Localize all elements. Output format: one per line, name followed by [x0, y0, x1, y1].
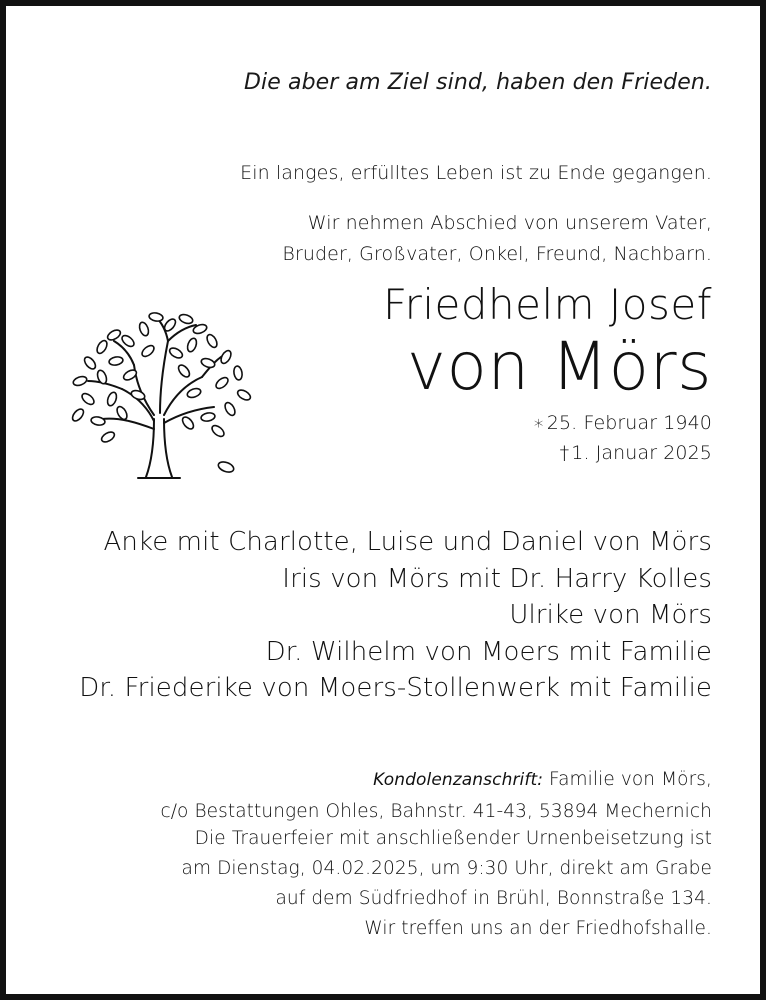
- death-symbol: †: [559, 442, 570, 464]
- leaf-icon: [217, 460, 235, 474]
- condolence-label: Kondolenzanschrift:: [373, 770, 544, 790]
- intro-text: [282, 208, 712, 270]
- mourners-list: [79, 524, 712, 707]
- death-date: 1. Januar 2025: [571, 442, 712, 464]
- intro-line-2: Wir nehmen Abschied von unserem Vater,: [307, 212, 712, 234]
- death-date-line: [533, 438, 712, 468]
- service-line: auf dem Südfriedhof in Brühl, Bonnstraße 134.: [275, 888, 712, 909]
- service-line: Wir treffen uns an der Friedhofshalle.: [364, 918, 712, 939]
- condolence-address: [160, 764, 712, 827]
- intro-line-3: Bruder, Großvater, Onkel, Freund, Nachbarn.: [282, 243, 712, 265]
- deceased-surname: von Mörs: [406, 328, 712, 405]
- birth-date-line: [533, 408, 712, 438]
- birth-symbol: ∗: [532, 412, 545, 434]
- mourner-line: Ulrike von Mörs: [509, 600, 712, 630]
- condolence-recipient: Familie von Mörs,: [549, 769, 712, 790]
- service-line: Die Trauerfeier mit anschließender Urnenbeisetzung ist: [194, 828, 712, 849]
- mourner-line: Dr. Friederike von Moers-Stollenwerk mit Familie: [79, 673, 712, 703]
- motto: Die aber am Ziel sind, haben den Frieden.: [244, 70, 712, 95]
- birth-date: 25. Februar 1940: [546, 412, 712, 434]
- condolence-line: [160, 764, 712, 796]
- mourner-line: Anke mit Charlotte, Luise und Daniel von Mörs: [103, 527, 712, 557]
- deceased-first-names: Friedhelm Josef: [382, 280, 712, 329]
- service-info: [182, 824, 712, 944]
- intro-line: Ein langes, erfülltes Leben ist zu Ende gegangen.: [240, 162, 712, 184]
- life-dates: [533, 408, 712, 468]
- service-line: am Dienstag, 04.02.2025, um 9:30 Uhr, direkt am Grabe: [181, 858, 712, 879]
- mourner-line: Dr. Wilhelm von Moers mit Familie: [265, 636, 712, 667]
- condolence-street: c/o Bestattungen Ohles, Bahnstr. 41-43, 53894 Mechernich: [160, 801, 712, 822]
- tree-icon: [68, 311, 258, 481]
- mourner-line: Iris von Mörs mit Dr. Harry Kolles: [282, 563, 712, 594]
